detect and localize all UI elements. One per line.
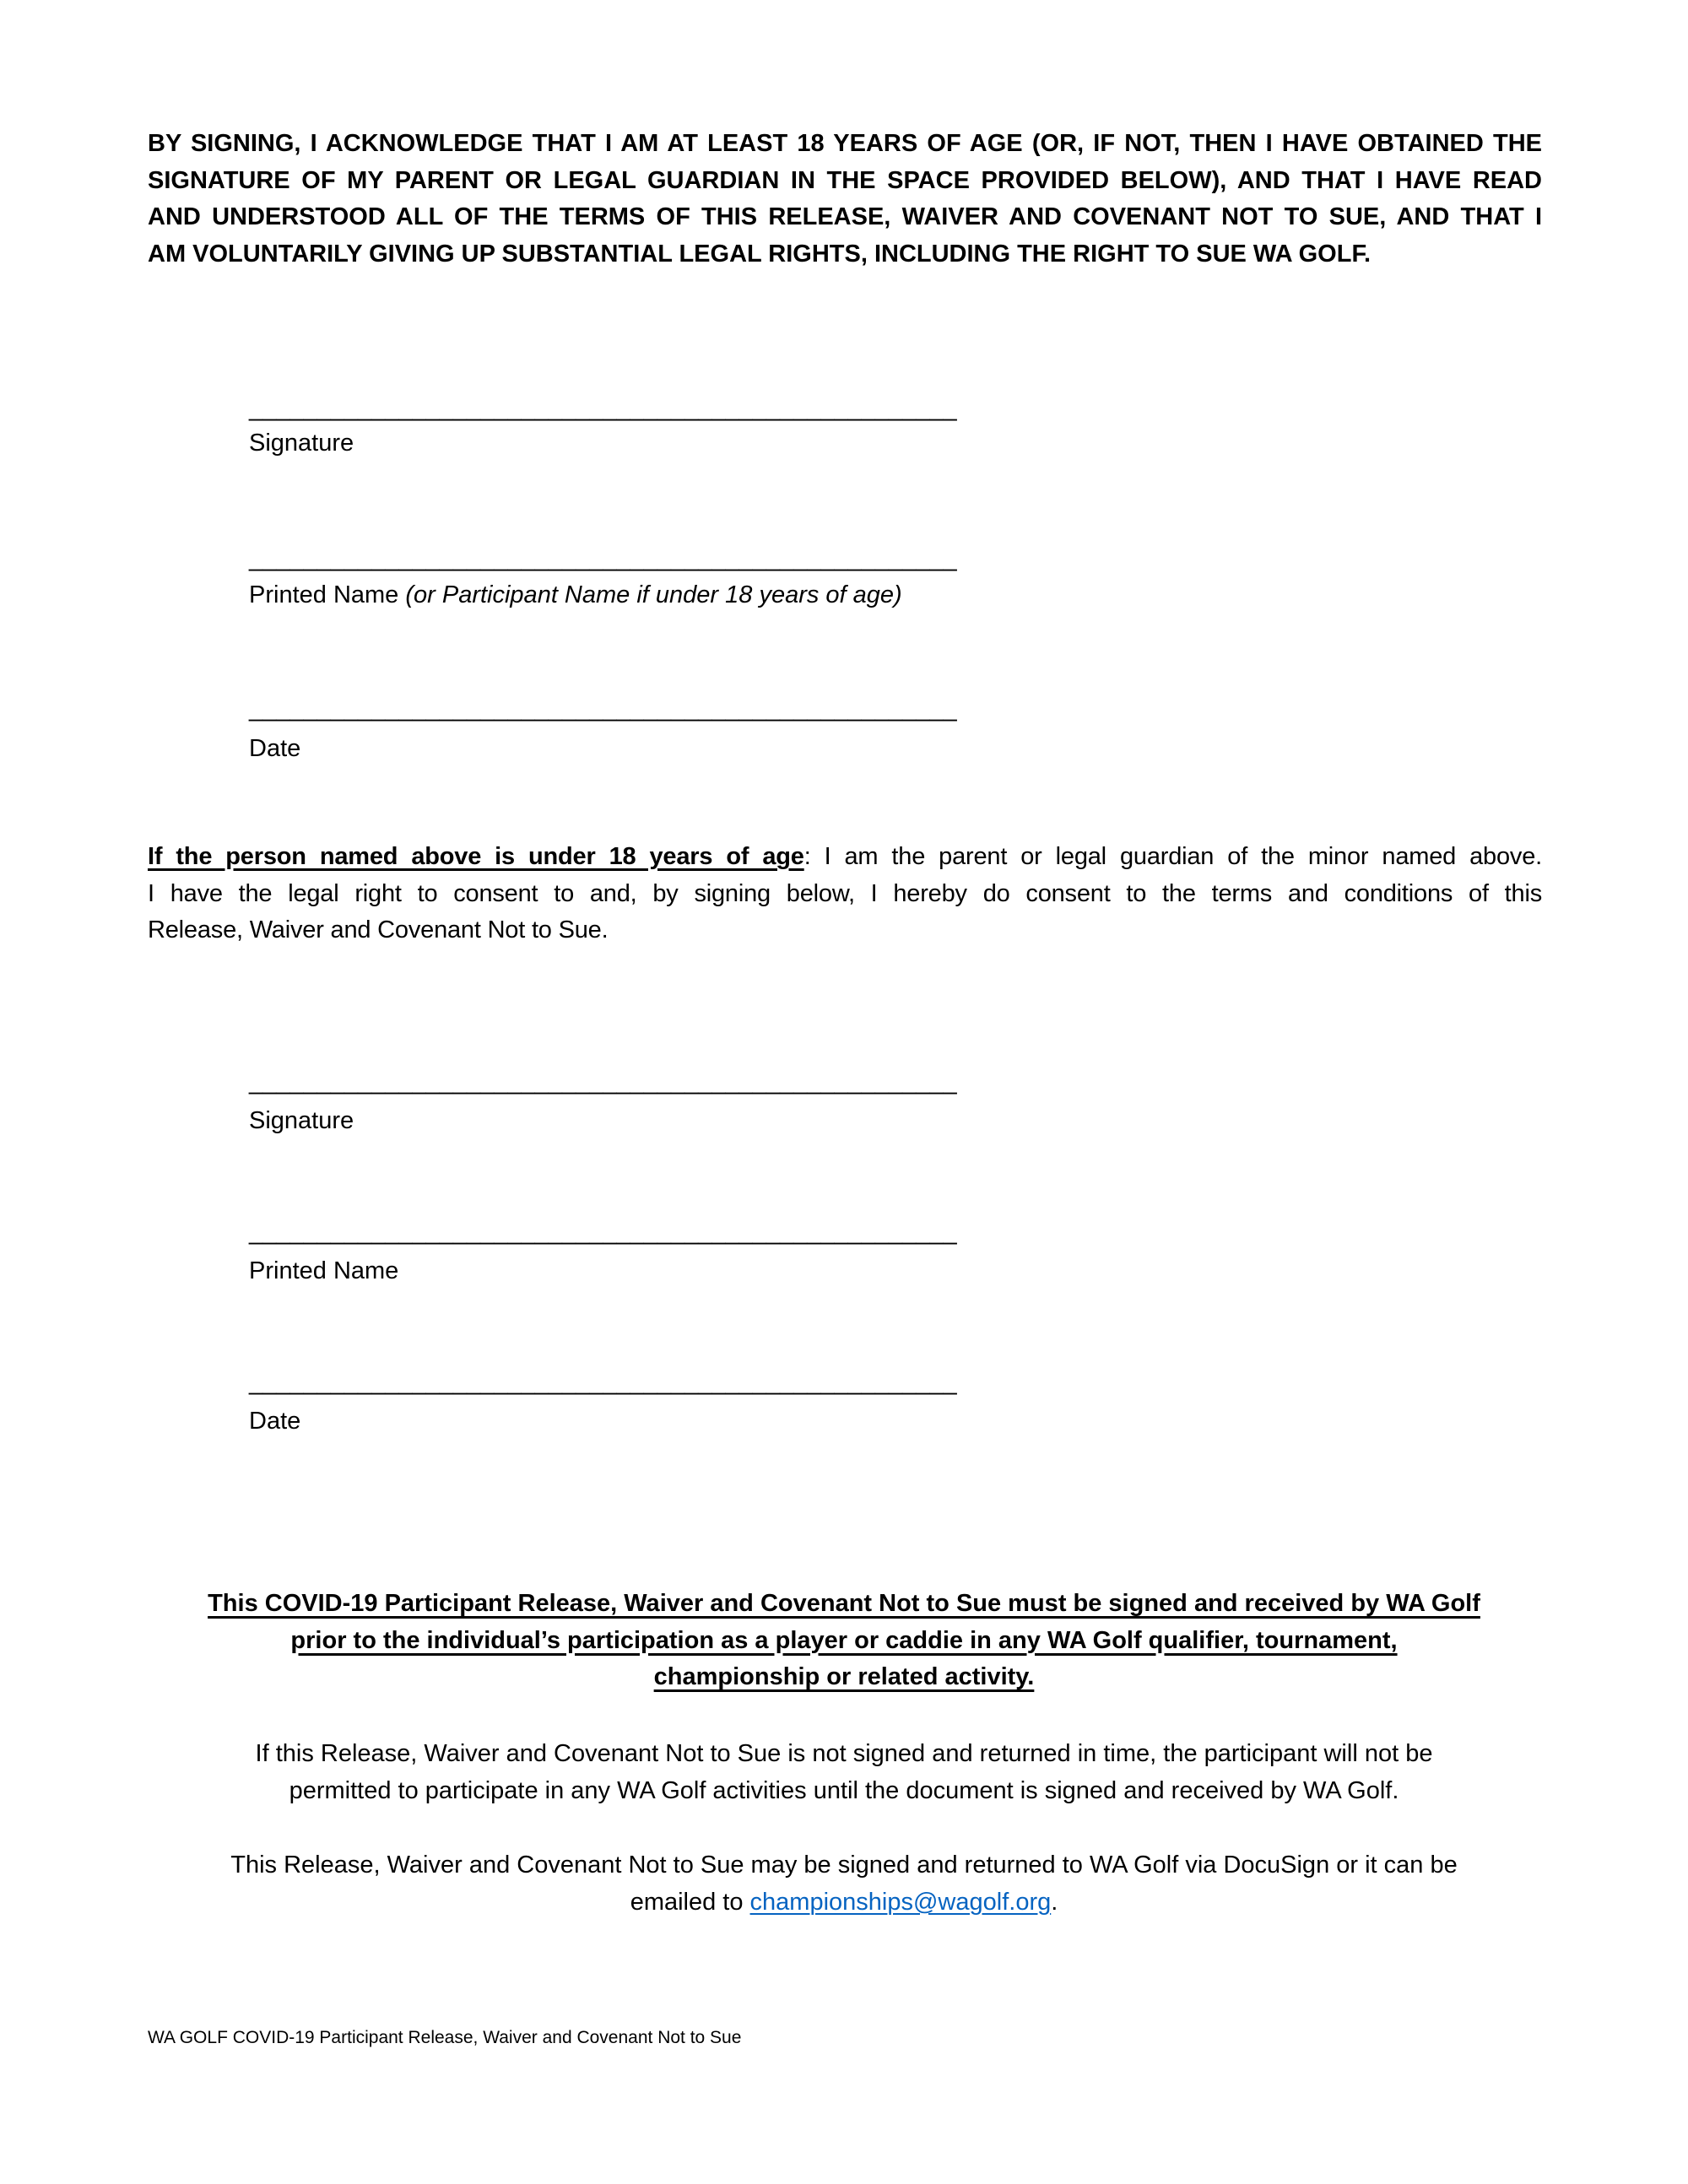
acknowledgement-line: AM VOLUNTARILY GIVING UP SUBSTANTIAL LEGAL RIGHTS, INCLUDING THE RIGHT TO SUE WA GOLF. xyxy=(148,240,1371,268)
guardian-consent-paragraph xyxy=(148,839,1542,949)
acknowledgement-line: SIGNATURE OF MY PARENT OR LEGAL GUARDIAN IN THE SPACE PROVIDED BELOW), AND THAT I HAVE READ xyxy=(148,166,1542,194)
guardian-consent-line: Release, Waiver and Covenant Not to Sue. xyxy=(148,916,609,943)
return-instructions xyxy=(127,1847,1561,1921)
adult-signature-label: Signature xyxy=(249,430,354,457)
guardian-signature-line: ____________________________________________________ xyxy=(249,1068,957,1095)
guardian-consent-lead: If the person named above is under 18 years of age xyxy=(148,843,804,870)
printed-name-note: (or Participant Name if under 18 years of age) xyxy=(405,581,902,608)
late-return-notice xyxy=(127,1736,1561,1809)
guardian-signature-label: Signature xyxy=(249,1107,354,1134)
return-instructions-line xyxy=(127,1884,1561,1922)
page-footer: WA GOLF COVID-19 Participant Release, Waiver and Covenant Not to Sue xyxy=(148,2028,742,2047)
adult-printed-name-line: ____________________________________________________ xyxy=(249,545,957,572)
adult-signature-line: ____________________________________________________ xyxy=(249,395,957,422)
guardian-consent-line: I have the legal right to consent to and, by signing below, I hereby do consent to the terms and conditions of this xyxy=(148,879,1542,907)
guardian-date-line: ____________________________________________________ xyxy=(249,1369,957,1396)
guardian-printed-name-line: ____________________________________________________ xyxy=(249,1219,957,1246)
return-instructions-line: This Release, Waiver and Covenant Not to Sue may be signed and returned to WA Golf via DocuSign or it can be xyxy=(230,1852,1458,1879)
late-return-notice-line: If this Release, Waiver and Covenant Not to Sue is not signed and returned in time, the participant will not be xyxy=(255,1740,1433,1767)
guardian-consent-line1-rest: : I am the parent or legal guardian of the minor named above. xyxy=(803,843,1542,870)
return-instructions-prefix: emailed to xyxy=(630,1888,750,1916)
guardian-printed-name-label: Printed Name xyxy=(249,1257,399,1284)
late-return-notice-line: permitted to participate in any WA Golf activities until the document is signed and received by WA Golf. xyxy=(289,1776,1399,1804)
return-instructions-suffix: . xyxy=(1051,1888,1058,1916)
acknowledgement-paragraph xyxy=(148,126,1542,273)
guardian-date-label: Date xyxy=(249,1408,301,1435)
printed-name-label-text: Printed Name xyxy=(249,581,406,608)
acknowledgement-line: BY SIGNING, I ACKNOWLEDGE THAT I AM AT LEAST 18 YEARS OF AGE (OR, IF NOT, THEN I HAVE OBTAINED THE xyxy=(148,130,1542,157)
submission-notice-line: This COVID-19 Participant Release, Waiver and Covenant Not to Sue must be signed and received by WA Golf xyxy=(208,1590,1480,1617)
submission-notice-line: championship or related activity. xyxy=(653,1663,1035,1690)
adult-date-line: ____________________________________________________ xyxy=(249,695,957,722)
adult-date-label: Date xyxy=(249,735,301,762)
acknowledgement-line: AND UNDERSTOOD ALL OF THE TERMS OF THIS RELEASE, WAIVER AND COVENANT NOT TO SUE, AND THAT I xyxy=(148,203,1542,230)
guardian-consent-line xyxy=(148,839,1542,876)
submission-notice-line: prior to the individual’s participation as a player or caddie in any WA Golf qualifier, tournament, xyxy=(290,1626,1398,1654)
adult-printed-name-label xyxy=(249,577,902,614)
submission-notice xyxy=(127,1586,1561,1696)
email-link[interactable]: championships@wagolf.org xyxy=(749,1888,1052,1916)
